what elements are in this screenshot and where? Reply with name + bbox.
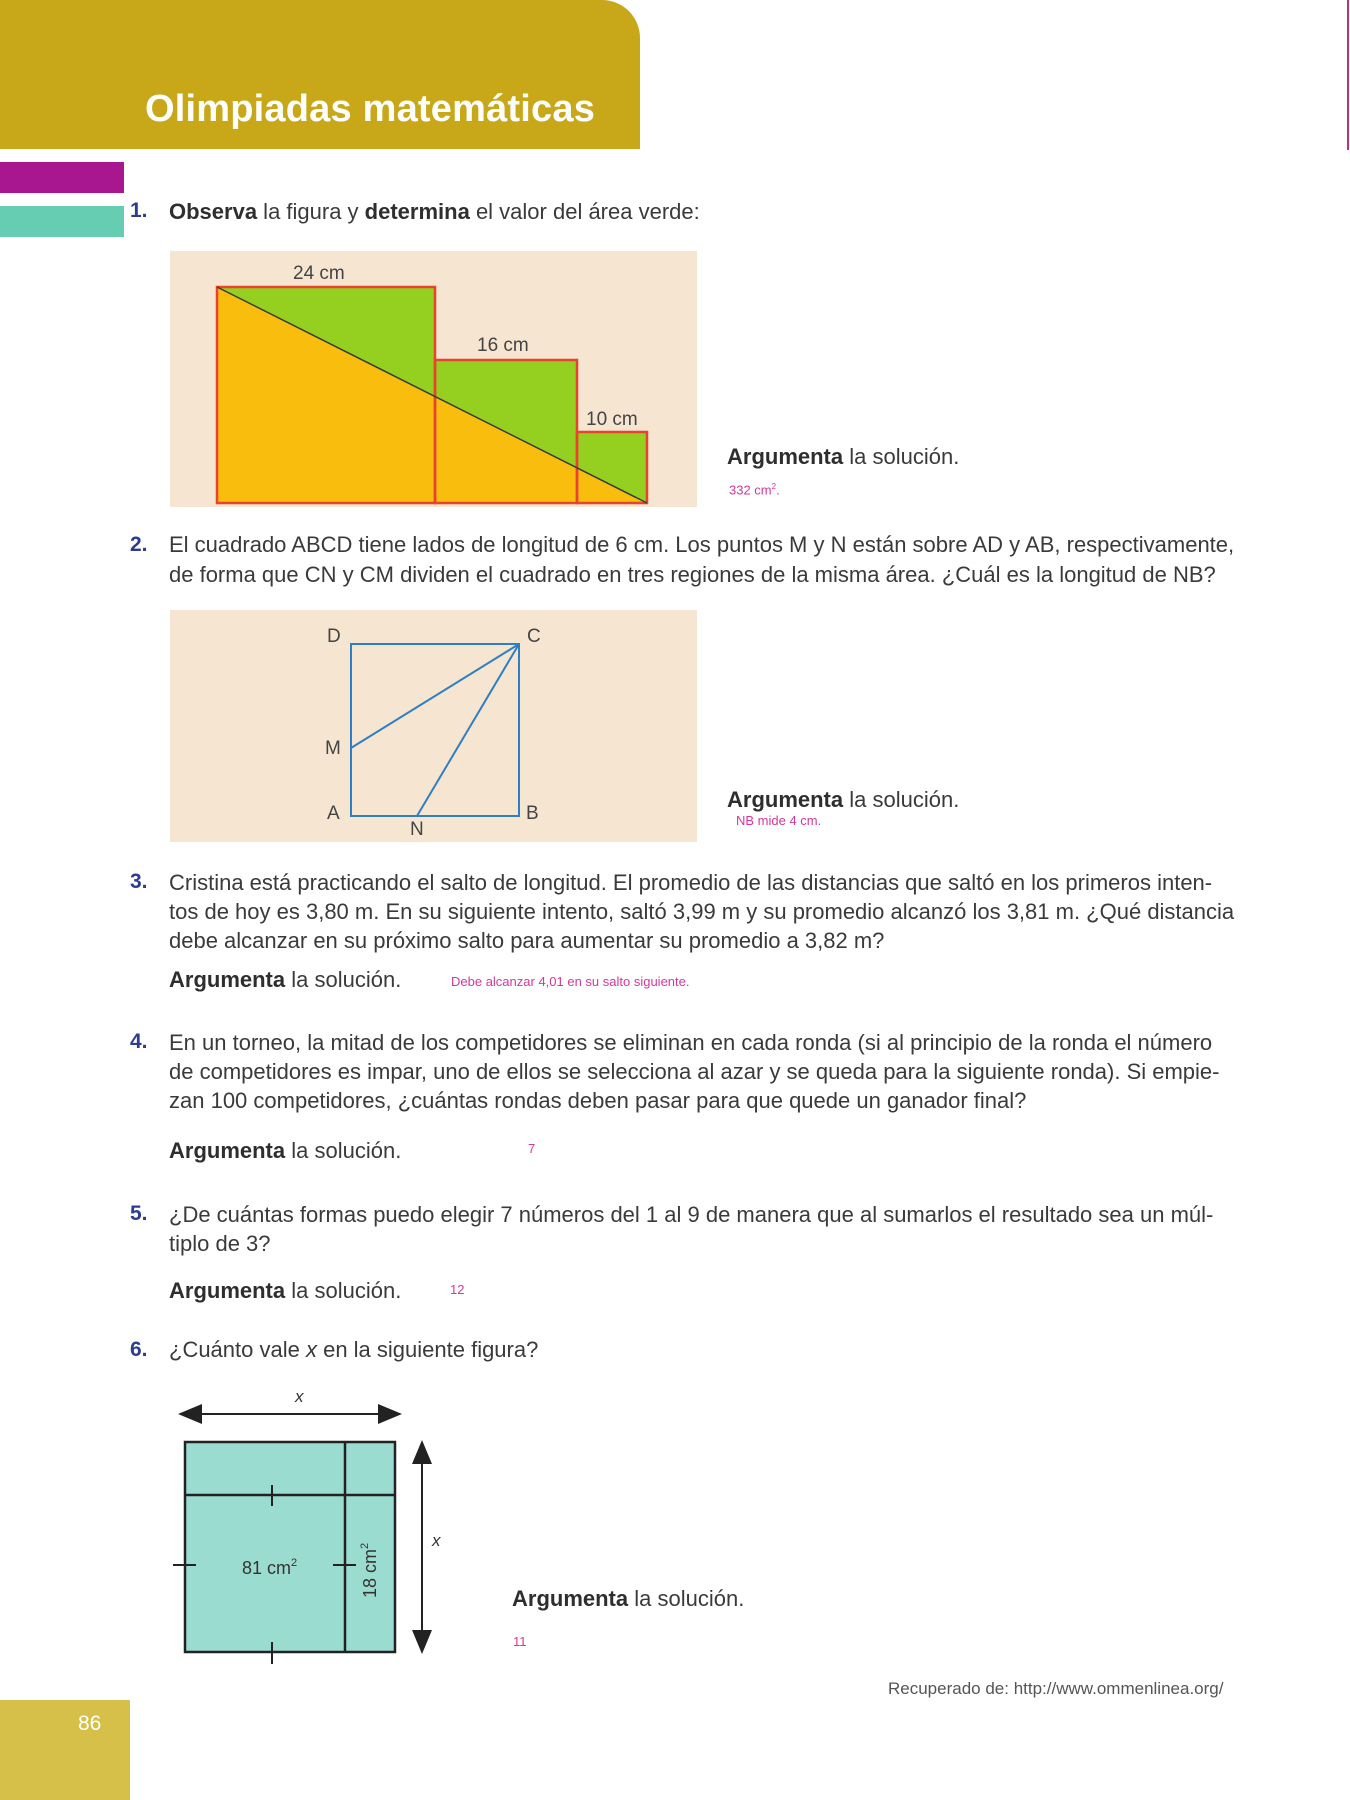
problem-6-variable: x [305, 1337, 317, 1362]
label-n: N [410, 819, 424, 840]
problem-5-number: 5. [130, 1202, 148, 1225]
label-c: C [527, 626, 541, 647]
teal-accent-bar [0, 206, 124, 237]
problem-3-argument [169, 967, 401, 993]
argumenta-bold: Argumenta [169, 1278, 286, 1303]
argumenta-rest: la solución. [843, 787, 960, 812]
problem-3-line-2: tos de hoy es 3,80 m. En su siguiente intento, saltó 3,99 m y su promedio alcanzó los 3,81 m. ¿Qué distancia [169, 899, 1235, 924]
problem-2-answer: NB mide 4 cm. [736, 813, 822, 828]
argumenta-bold: Argumenta [169, 1138, 286, 1163]
side-sup: 2 [359, 1542, 371, 1549]
label-a: A [327, 803, 340, 824]
problem-6-answer: 11 [513, 1634, 527, 1649]
label-10cm: 10 cm [586, 409, 638, 430]
argumenta-bold: Argumenta [727, 444, 844, 469]
answer-value: 332 cm [729, 482, 772, 498]
problem-6-number: 6. [130, 1338, 148, 1361]
problem-4-line-1: En un torneo, la mitad de los competidores se eliminan en cada ronda (si al principio de la ronda el número [169, 1030, 1213, 1055]
label-b: B [526, 803, 539, 824]
argumenta-bold: Argumenta [169, 967, 286, 992]
problem-3-number: 3. [130, 870, 148, 893]
footer-page-block [0, 1700, 130, 1800]
magenta-accent-bar [0, 162, 124, 193]
page-title: Olimpiadas matemáticas [145, 88, 596, 130]
argumenta-rest: la solución. [628, 1586, 745, 1611]
argumenta-rest: la solución. [285, 1278, 402, 1303]
side-value: 18 cm [360, 1548, 380, 1598]
label-16cm: 16 cm [477, 335, 529, 356]
problem-1-figure [170, 251, 697, 507]
problem-1-bold-observa: Observa [169, 199, 258, 224]
source-credit: Recuperado de: http://www.ommenlinea.org/ [888, 1679, 1224, 1698]
problem-6-figure [170, 1382, 460, 1672]
problem-2-line-1: El cuadrado ABCD tiene lados de longitud de 6 cm. Los puntos M y N están sobre AD y AB, respectivamente, [169, 532, 1235, 557]
problem-4-number: 4. [130, 1030, 148, 1053]
problem-1-answer [729, 482, 780, 497]
problem-3-answer: Debe alcanzar 4,01 en su salto siguiente. [451, 974, 690, 989]
argumenta-bold: Argumenta [727, 787, 844, 812]
label-24cm: 24 cm [293, 263, 345, 284]
problem-2-argument [727, 787, 959, 813]
problem-2-figure [170, 610, 697, 842]
problem-3-line-3: debe alcanzar en su próximo salto para aumentar su promedio a 3,82 m? [169, 928, 885, 953]
problem-6-text-start: ¿Cuánto vale [169, 1337, 306, 1362]
problem-4-line-3: zan 100 competidores, ¿cuántas rondas deben pasar para que quede un ganador final? [169, 1088, 1027, 1113]
answer-end: . [776, 482, 780, 498]
label-area-81 [242, 1557, 297, 1578]
problem-4-answer: 7 [528, 1141, 536, 1156]
argumenta-rest: la solución. [843, 444, 960, 469]
answer-sup: 2 [771, 482, 777, 491]
problem-3-line-1: Cristina está practicando el salto de longitud. El promedio de las distancias que saltó en los primeros inten- [169, 870, 1213, 895]
area-value: 81 cm [242, 1558, 292, 1578]
page-number: 86 [78, 1712, 102, 1735]
problem-4-line-2: de competidores es impar, uno de ellos se selecciona al azar y se queda para la siguiente ronda). Si empie- [169, 1059, 1220, 1084]
argumenta-bold: Argumenta [512, 1586, 629, 1611]
label-side-18 [359, 1543, 380, 1598]
problem-5-answer: 12 [450, 1282, 465, 1297]
problem-1-argument [727, 444, 959, 470]
problem-4-argument [169, 1138, 401, 1164]
problem-6-argument [512, 1586, 744, 1612]
problem-1-bold-determina: determina [364, 199, 470, 224]
label-x-top: x [295, 1387, 304, 1406]
argumenta-rest: la solución. [285, 967, 402, 992]
problem-1-number: 1. [130, 199, 148, 222]
problem-5-argument [169, 1278, 401, 1304]
problem-1-statement [169, 193, 700, 230]
problem-5-line-1: ¿De cuántas formas puedo elegir 7 números del 1 al 9 de manera que al sumarlos el resultado sea un múl- [169, 1202, 1214, 1227]
label-x-right: x [432, 1531, 441, 1550]
problem-2-number: 2. [130, 533, 148, 556]
right-edge-line [1347, 0, 1349, 150]
label-m: M [325, 738, 341, 759]
area-sup: 2 [291, 1557, 298, 1569]
problem-1-text-end: el valor del área verde: [469, 199, 700, 224]
problem-1-text-mid: la figura y [257, 199, 365, 224]
problem-5-line-2: tiplo de 3? [169, 1231, 271, 1256]
problem-6-statement [169, 1331, 538, 1368]
problem-2-line-2: de forma que CN y CM dividen el cuadrado en tres regiones de la misma área. ¿Cuál es la longitud de NB? [169, 562, 1216, 587]
argumenta-rest: la solución. [285, 1138, 402, 1163]
label-d: D [327, 626, 341, 647]
problem-6-text-end: en la siguiente figura? [316, 1337, 539, 1362]
